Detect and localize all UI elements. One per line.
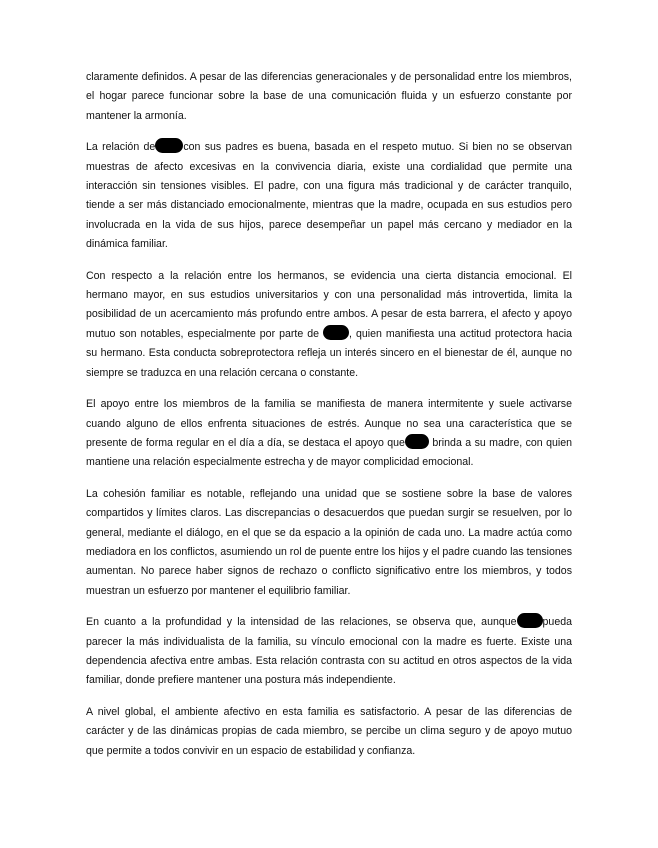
- paragraph-text: En cuanto a la profundidad y la intensidad de las relaciones, se observa que, aunque: [86, 616, 517, 629]
- paragraph-2: [86, 138, 572, 254]
- paragraph-text: A nivel global, el ambiente afectivo en esta familia es satisfactorio. A pesar de las diferencias de carácter y de las dinámicas propias de cada miembro, se percibe un clima seguro y de apoyo mutuo que permite a todos convivir en un espacio de estabilidad y confianza.: [86, 705, 572, 757]
- paragraph-5: [86, 485, 572, 601]
- paragraph-text: , quien manifiesta una actitud protectora hacia su hermano. Esta conducta sobreprotectora refleja un interés sincero en el bienestar de él, aunque no siempre se traduzca en una relación cercana o constante.: [86, 327, 573, 379]
- paragraph-3: [86, 267, 572, 383]
- redaction-mark: [323, 325, 349, 340]
- paragraph-4: [86, 395, 572, 473]
- redaction-mark: [405, 434, 429, 449]
- paragraph-text: claramente definidos. A pesar de las diferencias generacionales y de personalidad entre los miembros, el hogar parece funcionar sobre la base de una comunicación fluida y un esfuerzo constante por mantener la armonía.: [86, 71, 572, 122]
- redaction-mark: [155, 138, 183, 153]
- paragraph-text: con sus padres es buena, basada en el respeto mutuo. Si bien no se observan muestras de afecto excesivas en la convivencia diaria, existe una cordialidad que permite una interacción sin tensiones visibles. El padre, con una figura más tradicional y de carácter tranquilo, tiende a ser más distanciado emocionalmente, mientras que la madre, ocupada en sus estudios pero involucrada en la vida de sus hijos, parece desempeñar un papel más cercano y mediador en la dinámica familiar.: [86, 141, 572, 251]
- redaction-mark: [517, 613, 543, 628]
- paragraph-text: pueda parecer la más individualista de la familia, su vínculo emocional con la madre es fuerte. Existe una dependencia afectiva entre ambas. Esta relación contrasta con su actitud en otros aspectos de la vida familiar, donde prefiere mantener una postura más independiente.: [86, 616, 572, 687]
- paragraph-6: [86, 613, 572, 691]
- paragraph-1: [86, 68, 572, 126]
- paragraph-text: El apoyo entre los miembros de la familia se manifiesta de manera intermitente y suele activarse cuando alguno de ellos enfrenta situaciones de estrés. Aunque no sea una característica que se presente de forma regular en el día a día, se destaca el apoyo que: [86, 398, 572, 449]
- paragraph-text: La relación de: [86, 141, 156, 154]
- document-page: [86, 68, 572, 773]
- paragraph-text: Con respecto a la relación entre los hermanos, se evidencia una cierta distancia emocional. El hermano mayor, en sus estudios universitarios y con una personalidad más introvertida, limita la posibilidad de un acercamiento más profundo entre ambos. A pesar de esta barrera, el afecto y apoyo mutuo son notables, especialmente por parte de: [86, 269, 572, 340]
- paragraph-text: La cohesión familiar es notable, reflejando una unidad que se sostiene sobre la base de valores compartidos y límites claros. Las discrepancias o desacuerdos que puedan surgir se resuelven, por lo general, mediante el diálogo, en el que se da espacio a la opinión de cada uno. La madre actúa como mediadora en los conflictos, asumiendo un rol de puente entre los hijos y el padre cuando las tensiones aumentan. No parece haber signos de rechazo o conflicto significativo entre los miembros, y todos muestran un esfuerzo por mantener el equilibrio familiar.: [86, 487, 572, 597]
- paragraph-text: brinda a su madre, con quien mantiene una relación especialmente estrecha y de mayor complicidad emocional.: [86, 436, 573, 469]
- paragraph-7: [86, 703, 572, 761]
